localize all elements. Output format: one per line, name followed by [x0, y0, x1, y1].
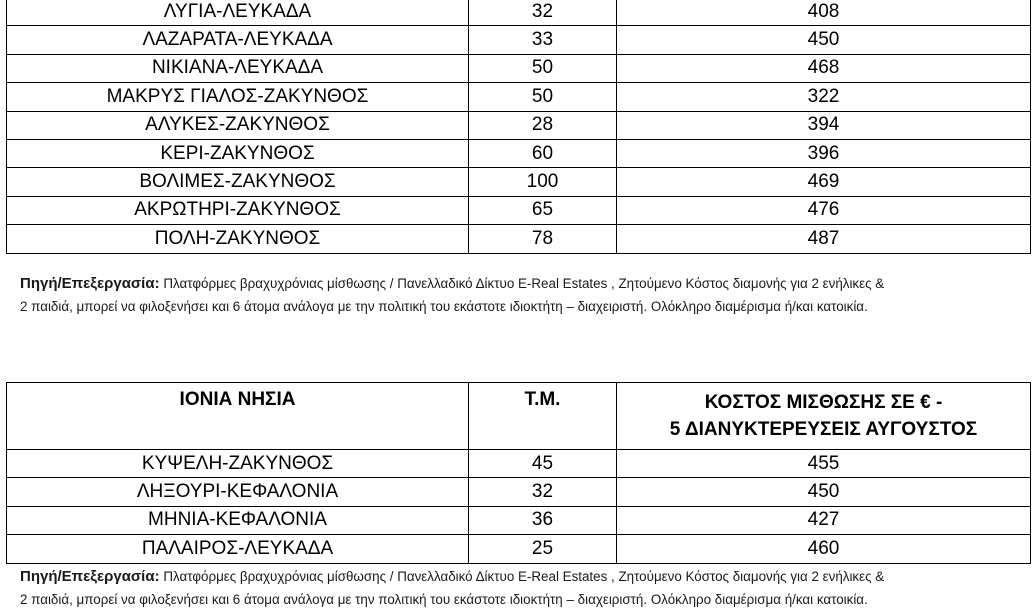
cell-sqm: 45 — [469, 450, 617, 478]
cell-cost: 460 — [617, 535, 1031, 563]
table-row — [7, 225, 1031, 253]
header-row — [7, 383, 1031, 450]
cell-sqm: 100 — [469, 168, 617, 196]
rental-cost-table-top — [6, 0, 1031, 254]
cell-cost: 469 — [617, 168, 1031, 196]
source-label: Πηγή/Επεξεργασία: — [20, 568, 160, 585]
cell-cost: 396 — [617, 139, 1031, 167]
cell-cost: 468 — [617, 54, 1031, 82]
table-header — [7, 383, 1031, 450]
table-row — [7, 26, 1031, 54]
cell-location: ΚΥΨΕΛΗ-ΖΑΚΥΝΘΟΣ — [7, 450, 469, 478]
cell-sqm: 33 — [469, 26, 617, 54]
table-body — [7, 450, 1031, 564]
cell-location: ΝΙΚΙΑΝΑ-ΛΕΥΚΑΔΑ — [7, 54, 469, 82]
table-row — [7, 0, 1031, 26]
cell-location: ΚΕΡΙ-ΖΑΚΥΝΘΟΣ — [7, 139, 469, 167]
cell-location: ΛΑΖΑΡΑΤΑ-ΛΕΥΚΑΔΑ — [7, 26, 469, 54]
cell-sqm: 78 — [469, 225, 617, 253]
cell-cost: 487 — [617, 225, 1031, 253]
header-sqm: Τ.Μ. — [469, 383, 617, 450]
cell-sqm: 50 — [469, 54, 617, 82]
cell-location: ΜΑΚΡΥΣ ΓΙΑΛΟΣ-ΖΑΚΥΝΘΟΣ — [7, 83, 469, 111]
source-text-line2: 2 παιδιά, μπορεί να φιλοξενήσει και 6 άτομα ανάλογα με την πολιτική του εκάστοτε ιδιοκτήτη – διαχειριστή. Ολόκληρο διαμέρισμα ή/και κατοικία. — [20, 299, 868, 314]
cell-sqm: 36 — [469, 506, 617, 534]
table-row — [7, 54, 1031, 82]
table-row — [7, 196, 1031, 224]
cell-sqm: 32 — [469, 0, 617, 26]
cell-sqm: 25 — [469, 535, 617, 563]
cell-cost: 408 — [617, 0, 1031, 26]
source-note — [20, 272, 1032, 318]
cell-location: ΛΥΓΙΑ-ΛΕΥΚΑΔΑ — [7, 0, 469, 26]
cell-cost: 322 — [617, 83, 1031, 111]
cell-location: ΑΛΥΚΕΣ-ΖΑΚΥΝΘΟΣ — [7, 111, 469, 139]
source-text-line2: 2 παιδιά, μπορεί να φιλοξενήσει και 6 άτομα ανάλογα με την πολιτική του εκάστοτε ιδιοκτήτη – διαχειριστή. Ολόκληρο διαμέρισμα ή/και κατοικία. — [20, 592, 868, 607]
cell-cost: 427 — [617, 506, 1031, 534]
rental-cost-table-ionian — [6, 382, 1031, 564]
cell-location: ΠΑΛΑΙΡΟΣ-ΛΕΥΚΑΔΑ — [7, 535, 469, 563]
cell-sqm: 32 — [469, 478, 617, 506]
source-text-line1: Πλατφόρμες βραχυχρόνιας μίσθωσης / Πανελλαδικό Δίκτυο E-Real Estates , Ζητούμενο Κόστος διαμονής για 2 ενήλικες & — [163, 276, 885, 291]
table-row — [7, 139, 1031, 167]
cell-cost: 394 — [617, 111, 1031, 139]
header-location: ΙΟΝΙΑ ΝΗΣΙΑ — [7, 383, 469, 450]
cell-sqm: 28 — [469, 111, 617, 139]
cell-location: ΛΗΞΟΥΡΙ-ΚΕΦΑΛΟΝΙΑ — [7, 478, 469, 506]
table-row — [7, 478, 1031, 506]
table-row — [7, 168, 1031, 196]
cell-location: ΜΗΝΙΑ-ΚΕΦΑΛΟΝΙΑ — [7, 506, 469, 534]
cell-location: ΑΚΡΩΤΗΡΙ-ΖΑΚΥΝΘΟΣ — [7, 196, 469, 224]
cell-cost: 450 — [617, 26, 1031, 54]
header-cost-line2: 5 ΔΙΑΝΥΚΤΕΡΕΥΣΕΙΣ ΑΥΓΟΥΣΤΟΣ — [669, 419, 978, 440]
cell-cost: 476 — [617, 196, 1031, 224]
cell-sqm: 50 — [469, 83, 617, 111]
cell-cost: 450 — [617, 478, 1031, 506]
cell-sqm: 60 — [469, 139, 617, 167]
header-cost — [617, 383, 1031, 450]
table-body — [7, 0, 1031, 253]
cell-location: ΠΟΛΗ-ΖΑΚΥΝΘΟΣ — [7, 225, 469, 253]
source-note — [20, 565, 1032, 611]
table-row — [7, 506, 1031, 534]
cell-sqm: 65 — [469, 196, 617, 224]
header-cost-line1: ΚΟΣΤΟΣ ΜΙΣΘΩΣΗΣ ΣΕ € - — [704, 392, 943, 413]
cell-cost: 455 — [617, 450, 1031, 478]
table-row — [7, 535, 1031, 563]
source-text-line1: Πλατφόρμες βραχυχρόνιας μίσθωσης / Πανελλαδικό Δίκτυο E-Real Estates , Ζητούμενο Κόστος διαμονής για 2 ενήλικες & — [163, 569, 885, 584]
table-row — [7, 83, 1031, 111]
source-label: Πηγή/Επεξεργασία: — [20, 275, 160, 292]
table-row — [7, 450, 1031, 478]
cell-location: ΒΟΛΙΜΕΣ-ΖΑΚΥΝΘΟΣ — [7, 168, 469, 196]
table-row — [7, 111, 1031, 139]
